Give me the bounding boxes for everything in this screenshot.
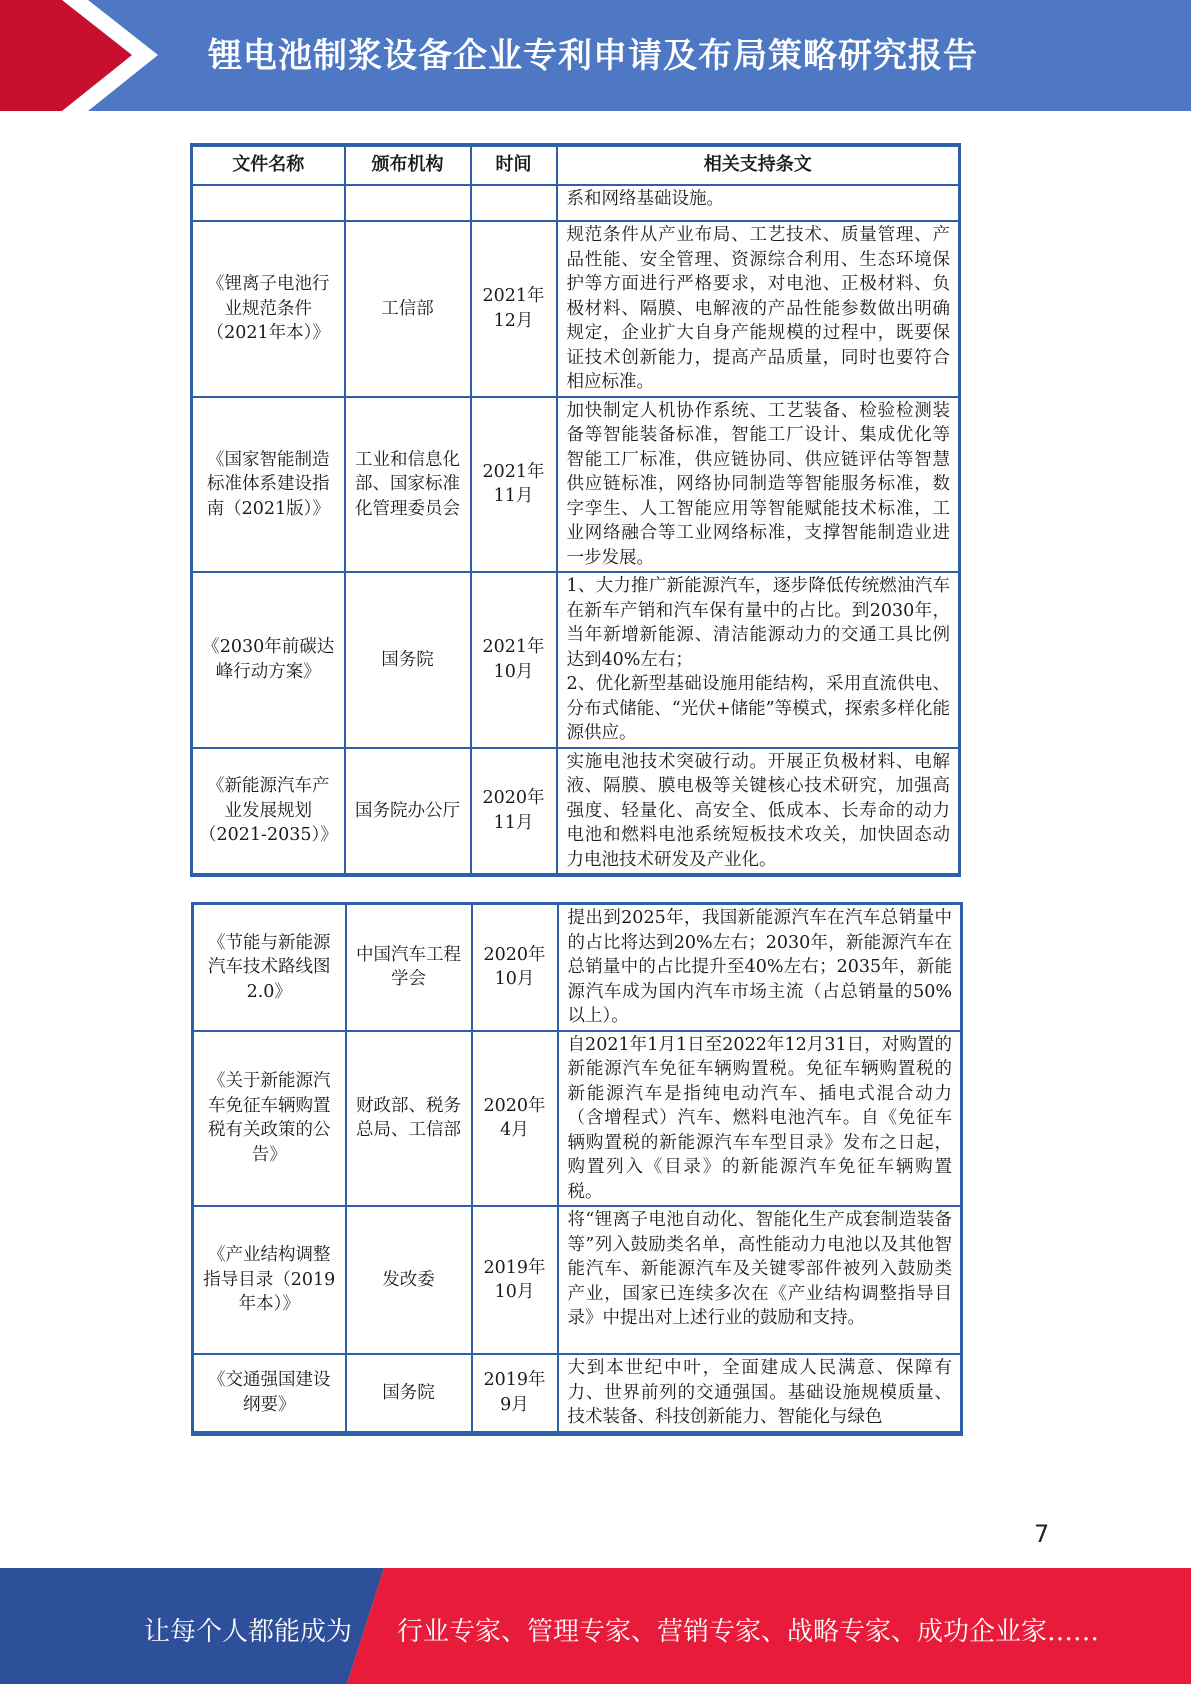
cell-agency [345, 185, 471, 221]
cell-agency: 财政部、税务总局、工信部 [346, 1031, 472, 1207]
cell-date: 2021年12月 [471, 221, 557, 397]
footer-banner [0, 1568, 1191, 1684]
footer-slogan-right: 行业专家、管理专家、营销专家、战略专家、成功企业家…… [397, 1617, 1100, 1647]
cell-agency: 国务院 [346, 1354, 472, 1433]
cell-name: 《交通强国建设纲要》 [193, 1354, 346, 1433]
cell-text: 规范条件从产业布局、工艺技术、质量管理、产品性能、安全管理、资源综合利用、生态环境保护等方面进行严格要求，对电池、正极材料、负极材料、隔膜、电解液的产品性能参数做出明确规定，企业扩大自身产能规模的过程中，既要保证技术创新能力，提高产品质量，同时也要符合相应标准。 [557, 221, 960, 397]
cell-text: 自2021年1月1日至2022年12月31日，对购置的新能源汽车免征车辆购置税。免征车辆购置税的新能源汽车是指纯电动汽车、插电式混合动力（含增程式）汽车、燃料电池汽车。自《免征车辆购置税的新能源汽车车型目录》发布之日起，购置列入《目录》的新能源汽车免征车辆购置税。 [558, 1031, 962, 1207]
table-row [193, 1206, 962, 1354]
policy-table-2 [191, 902, 963, 1436]
cell-agency: 发改委 [346, 1206, 472, 1354]
page-number: 7 [1034, 1520, 1050, 1548]
cell-name: 《新能源汽车产业发展规划（2021-2035）》 [192, 748, 345, 876]
policy-table-1 [190, 143, 961, 877]
cell-date: 2019年10月 [472, 1206, 558, 1354]
col-header-name: 文件名称 [192, 145, 345, 185]
cell-text: 加快制定人机协作系统、工艺装备、检验检测装备等智能装备标准，智能工厂设计、集成优化等智能工厂标准，供应链协同、供应链评估等智慧供应链标准，网络协同制造等智能服务标准，数字孪生、人工智能应用等智能赋能技术标准，工业网络融合等工业网络标准，支撑智能制造业进一步发展。 [557, 397, 960, 573]
table-row [192, 185, 960, 221]
cell-date: 2020年4月 [472, 1031, 558, 1207]
cell-date [471, 185, 557, 221]
table-row [192, 572, 960, 748]
cell-name: 《国家智能制造标准体系建设指南（2021版）》 [192, 397, 345, 573]
cell-agency: 中国汽车工程学会 [346, 904, 472, 1031]
table-row [192, 748, 960, 876]
col-header-date: 时间 [471, 145, 557, 185]
header-arrow-icon [0, 0, 160, 111]
cell-date: 2021年11月 [471, 397, 557, 573]
table-row [193, 1354, 962, 1433]
table-row [193, 904, 962, 1031]
cell-text: 实施电池技术突破行动。开展正负极材料、电解液、隔膜、膜电极等关键核心技术研究，加强高强度、轻量化、高安全、低成本、长寿命的动力电池和燃料电池系统短板技术攻关，加快固态动力电池技术研发及产业化。 [557, 748, 960, 876]
cell-name: 《产业结构调整指导目录（2019年本）》 [193, 1206, 346, 1354]
cell-name: 《锂离子电池行业规范条件（2021年本）》 [192, 221, 345, 397]
cell-date: 2021年10月 [471, 572, 557, 748]
cell-agency: 工信部 [345, 221, 471, 397]
cell-name [192, 185, 345, 221]
cell-name: 《节能与新能源汽车技术路线图2.0》 [193, 904, 346, 1031]
cell-date: 2020年10月 [472, 904, 558, 1031]
cell-text: 大到本世纪中叶，全面建成人民满意、保障有力、世界前列的交通强国。基础设施规模质量、技术装备、科技创新能力、智能化与绿色 [558, 1354, 962, 1433]
cell-agency: 国务院办公厅 [345, 748, 471, 876]
cell-date: 2020年11月 [471, 748, 557, 876]
footer-slogan-left: 让每个人都能成为 [144, 1617, 353, 1647]
report-title: 锂电池制浆设备企业专利申请及布局策略研究报告 [208, 36, 978, 76]
cell-agency: 工业和信息化部、国家标准化管理委员会 [345, 397, 471, 573]
table-header-row [192, 145, 960, 185]
col-header-text: 相关支持条文 [557, 145, 960, 185]
header-banner [0, 0, 1191, 111]
table-row [192, 221, 960, 397]
cell-text: 将“锂离子电池自动化、智能化生产成套制造装备等”列入鼓励类名单，高性能动力电池以及其他智能汽车、新能源汽车及关键零部件被列入鼓励类产业，国家已连续多次在《产业结构调整指导目录》中提出对上述行业的鼓励和支持。 [558, 1206, 962, 1354]
table-row [192, 397, 960, 573]
cell-text: 提出到2025年，我国新能源汽车在汽车总销量中的占比将达到20%左右；2030年，新能源汽车在总销量中的占比提升至40%左右；2035年，新能源汽车成为国内汽车市场主流（占总销量的50%以上）。 [558, 904, 962, 1031]
col-header-agency: 颁布机构 [345, 145, 471, 185]
cell-text: 系和网络基础设施。 [557, 185, 960, 221]
cell-agency: 国务院 [345, 572, 471, 748]
cell-name: 《2030年前碳达峰行动方案》 [192, 572, 345, 748]
cell-date: 2019年9月 [472, 1354, 558, 1433]
cell-text: 1、大力推广新能源汽车，逐步降低传统燃油汽车在新车产销和汽车保有量中的占比。到2030年，当年新增新能源、清洁能源动力的交通工具比例达到40%左右； 2、优化新型基础设施用能结构，采用直流供电、分布式储能、“光伏+储能”等模式，探索多样化能源供应。 [557, 572, 960, 748]
cell-name: 《关于新能源汽车免征车辆购置税有关政策的公告》 [193, 1031, 346, 1207]
table-row [193, 1031, 962, 1207]
